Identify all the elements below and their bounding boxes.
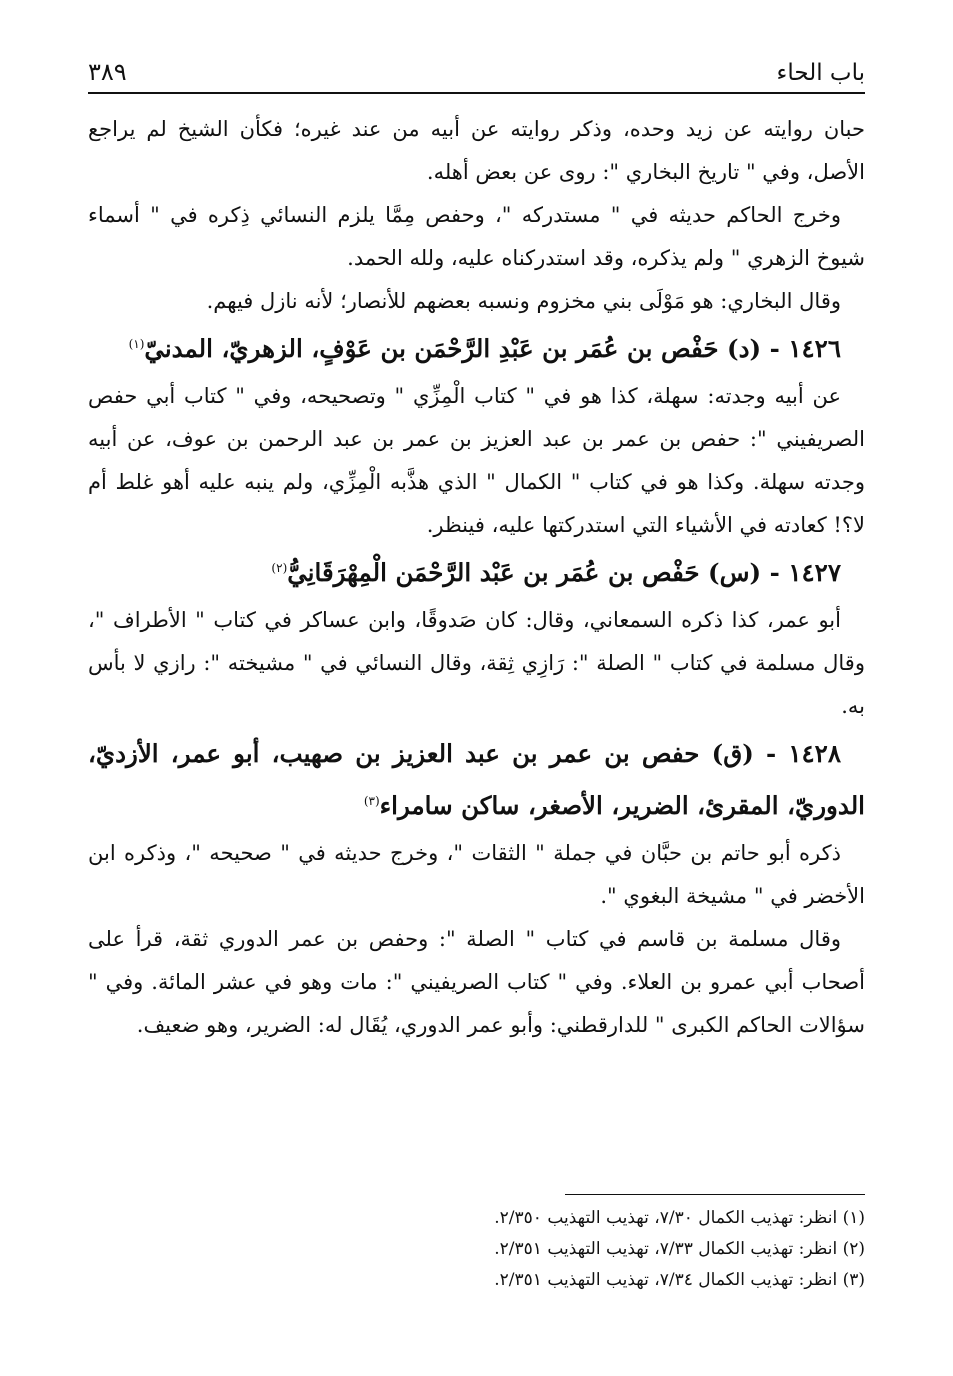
entry-heading-text: ١٤٢٧ - (س) حَفْص بن عُمَر بن عَبْد الرَّحْمَن الْمِهْرَقَانِيُّ bbox=[287, 558, 841, 587]
footnote: (٣) انظر: تهذيب الكمال ٧/٣٤، تهذيب التهذيب ٢/٣٥١. bbox=[494, 1270, 865, 1290]
entry-heading-1426 bbox=[88, 323, 865, 375]
entry-heading-1427 bbox=[88, 547, 865, 599]
paragraph: حبان روايته عن زيد وحده، وذكر روايته عن أبيه من عند غيره؛ فكأن الشيخ لم يراجع الأصل، وفي " تاريخ البخاري ": روى عن بعض أهله. bbox=[88, 117, 865, 184]
footnote-ref: (١) bbox=[128, 336, 145, 351]
paragraph: وخرج الحاكم حديثه في " مستدركه "، وحفص مِمَّا يلزم النسائي ذِكره في " أسماء شيوخ الزهري " ولم يذكره، وقد استدركناه عليه، ولله الحمد. bbox=[88, 203, 865, 270]
footnote: (١) انظر: تهذيب الكمال ٧/٣٠، تهذيب التهذيب ٢/٣٥٠. bbox=[494, 1208, 865, 1228]
footnote-divider bbox=[565, 1194, 865, 1195]
running-head: باب الحاء bbox=[776, 60, 865, 86]
entry-heading-text: ١٤٢٨ - (ق) حفص بن عمر بن عبد العزيز بن صهيب، أبو عمر، الأزديّ، الدوريّ، المقرئ، الضرير، الأصغر، ساكن سامراء bbox=[88, 739, 865, 820]
page-number: ٣٨٩ bbox=[88, 58, 127, 86]
entry-heading-text: ١٤٢٦ - (د) حَفْص بن عُمَر بن عَبْدِ الرَّحْمَن بن عَوْفٍ، الزهريّ، المدنيّ bbox=[144, 334, 841, 363]
paragraph: عن أبيه وجدته: سهلة، كذا هو في " كتاب الْمِزِّي " وتصحيحه، وفي " كتاب أبي حفص الصريفيني ": حفص بن عمر بن عبد العزيز بن عمر بن عبد الرحمن بن عوف، عن أبيه وجدته سهلة. وكذا هو في كتاب " الكمال " الذي هذَّبه الْمِزِّي، ولم ينبه عليه أهو غلط أم لا؟! كعادته في الأشياء التي استدركتها عليه، فينظر. bbox=[88, 384, 865, 537]
page-header bbox=[88, 52, 865, 94]
footnote: (٢) انظر: تهذيب الكمال ٧/٣٣، تهذيب التهذيب ٢/٣٥١. bbox=[494, 1239, 865, 1259]
paragraph: أبو عمر، كذا ذكره السمعاني، وقال: كان صَدوقًا، وابن عساكر في كتاب " الأطراف "، وقال مسلمة في كتاب " الصلة ": رَازِي ثِقة، وقال النسائي في " مشيخته ": رازي لا بأس به. bbox=[88, 608, 865, 718]
footnotes bbox=[88, 1194, 865, 1296]
footnote-ref: (٣) bbox=[363, 793, 380, 808]
paragraph: وقال البخاري: هو مَوْلَى بني مخزوم ونسبه بعضهم للأنصار؛ لأنه نازل فيهم. bbox=[206, 289, 841, 313]
paragraph: ذكره أبو حاتم بن حبَّان في جملة " الثقات "، وخرج حديثه في " صحيحه "، وذكره ابن الأخضر في " مشيخة البغوي ". bbox=[88, 841, 865, 908]
footnote-ref: (٢) bbox=[271, 560, 288, 575]
page-body bbox=[88, 108, 865, 1047]
entry-heading-1428 bbox=[88, 728, 865, 832]
paragraph: وقال مسلمة بن قاسم في كتاب " الصلة ": وحفص بن عمر الدوري ثقة، قرأ على أصحاب أبي عمرو بن العلاء. وفي " كتاب الصريفيني ": مات وهو في عشر المائة. وفي " سؤالات الحاكم الكبرى " للدارقطني: وأبو عمر الدوري، يُقَال له: الضرير، وهو ضعيف. bbox=[88, 927, 865, 1037]
